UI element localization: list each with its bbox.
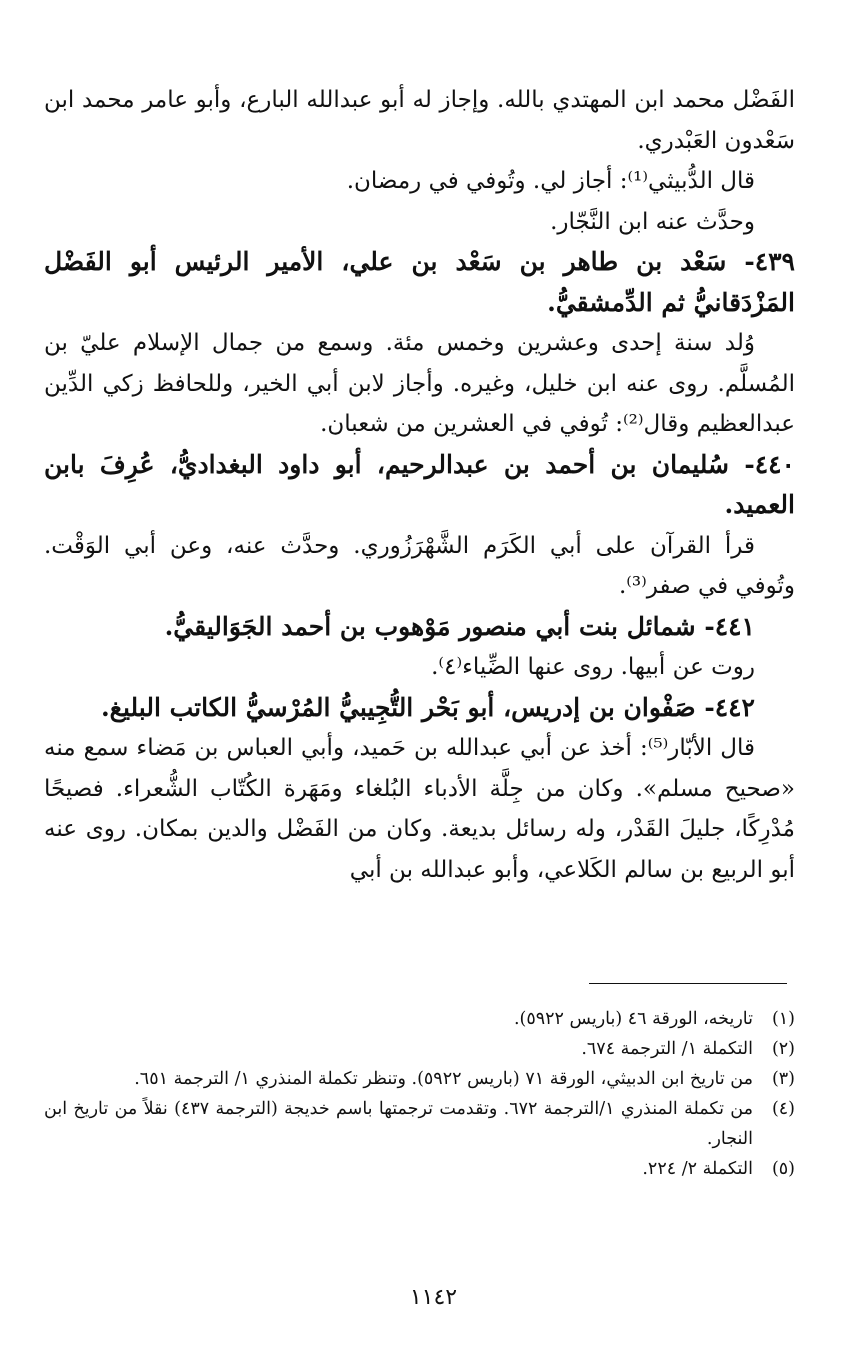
- entry-heading-442: ٤٤٢- صَفْوان بن إدريس، أبو بَحْر التُّجِيبيُّ المُرْسيُّ الكاتب البليغ.: [100, 692, 755, 722]
- paragraph: روت عن أبيها. روى عنها الضِّياء⁽٤⁾.: [431, 654, 755, 680]
- paragraph: وحدَّث عنه ابن النَّجّار.: [550, 208, 755, 235]
- paragraph: قرأ القرآن على أبي الكَرَم الشَّهْرَزُوري. وحدَّث عنه، وعن أبي الوَقْت. وتُوفي في صفر⁽³⁾.: [44, 532, 795, 599]
- footnote-text: التكملة ١/ الترجمة ٦٧٤.: [581, 1039, 753, 1059]
- footnote-number: (٢): [771, 1039, 795, 1059]
- entry-heading-440: ٤٤٠- سُليمان بن أحمد بن عبدالرحيم، أبو داود البغداديُّ، عُرِفَ بابن العميد.: [44, 449, 795, 519]
- footnote-number: (٥): [771, 1159, 795, 1179]
- paragraph: قال الأبّار⁽⁵⁾: أخذ عن أبي عبدالله بن حَميد، وأبي العباس بن مَضاء سمع منه «صحيح مسلم». وكان من جِلَّة الأدباء البُلغاء ومَهَرة الكُتّاب الشُّعراء. فصيحًا مُدْرِكًا، جليلَ القَدْر، وله رسائل بديعة. وكان من الفَضْل والدين بمكان. روى عنه أبو الربيع بن سالم الكَلاعي، وأبو عبدالله بن أبي: [44, 735, 795, 883]
- paragraph: قال الدُّبيثي⁽¹⁾: أجاز لي. وتُوفي في رمضان.: [346, 168, 755, 194]
- paragraph: الفَضْل محمد ابن المهتدي بالله. وإجاز له أبو عبدالله البارع، وأبو عامر محمد ابن سَعْدون العَبْدري.: [44, 87, 795, 154]
- footnotes: [44, 1004, 795, 1184]
- footnote-number: (٤): [771, 1099, 795, 1119]
- footnote: [44, 1094, 795, 1154]
- footnote: [44, 1154, 795, 1184]
- footnote-number: (١): [771, 1009, 795, 1029]
- footnote-number: (٣): [771, 1069, 795, 1089]
- footnote: [44, 1034, 795, 1064]
- entry-heading-439: ٤٣٩- سَعْد بن طاهر بن سَعْد بن علي، الأمير الرئيس أبو الفَضْل المَزْدَقانيُّ ثم الدِّمشقيُّ.: [44, 247, 795, 317]
- footnote-text: من تكملة المنذري ١/الترجمة ٦٧٢. وتقدمت ترجمتها باسم خديجة (الترجمة ٤٣٧) نقلاً من تاريخ ابن النجار.: [44, 1099, 754, 1149]
- paragraph: وُلد سنة إحدى وعشرين وخمس مئة. وسمع من جمال الإسلام عليّ بن المُسلَّم. روى عنه ابن خليل، وغيره. وأجاز لابن أبي الخير، وللحافظ زكي الدِّين عبدالعظيم وقال⁽²⁾: تُوفي في العشرين من شعبان.: [44, 330, 795, 437]
- footnote-text: من تاريخ ابن الدبيثي، الورقة ٧١ (باريس ٥٩٢٢). وتنظر تكملة المنذري ١/ الترجمة ٦٥١.: [134, 1069, 753, 1089]
- footnote: [44, 1004, 795, 1034]
- page-number: ١١٤٢: [409, 1285, 458, 1310]
- footnote: [44, 1064, 795, 1094]
- footnote-divider: [589, 983, 787, 984]
- footnote-text: التكملة ٢/ ٢٢٤.: [642, 1159, 753, 1179]
- footnote-text: تاريخه، الورقة ٤٦ (باريس ٥٩٢٢).: [513, 1009, 753, 1029]
- main-text: [44, 80, 795, 890]
- entry-heading-441: ٤٤١- شمائل بنت أبي منصور مَوْهوب بن أحمد الجَوَاليقيُّ.: [164, 611, 755, 641]
